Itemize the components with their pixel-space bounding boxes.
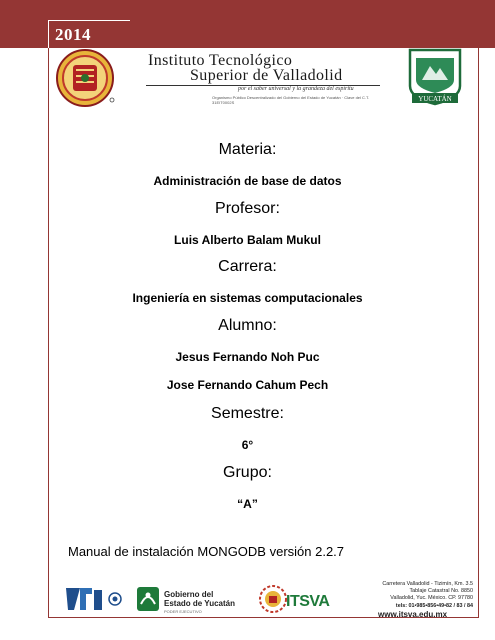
field-label-semestre: Semestre: (211, 405, 284, 422)
yucatan-logo-text: YUCATÁN (418, 95, 452, 103)
gobierno-yucatan-icon (136, 586, 160, 612)
field-value-alumno-1: Jesus Fernando Noh Puc (175, 350, 320, 364)
field-value-materia: Administración de base de datos (153, 174, 342, 188)
year-box (48, 20, 130, 48)
gobierno-line1: Gobierno del (164, 590, 214, 599)
field-value-alumno-2: Jose Fernando Cahum Pech (166, 378, 329, 392)
institution-name-line1: Instituto Tecnológico (148, 52, 293, 69)
footer-logos (60, 580, 474, 619)
institution-logo (142, 50, 386, 106)
address-block (347, 581, 473, 610)
field-label-profesor: Profesor: (215, 200, 280, 217)
field-label-carrera: Carrera: (218, 258, 277, 275)
address-line-1: Carretera Valladolid - Tizimín, Km. 3.5 (382, 581, 473, 587)
field-value-carrera: Ingeniería en sistemas computacionales (132, 291, 363, 305)
sep-seal-icon (108, 592, 122, 606)
field-label-alumno: Alumno: (218, 317, 277, 334)
address-line-4: tels: 01•985•856•49•82 / 83 / 84 (395, 602, 473, 609)
manual-title: Manual de instalación MONGODB versión 2.2.7 (68, 544, 345, 559)
tecnm-logo-icon (64, 584, 106, 614)
field-value-semestre: 6° (241, 438, 254, 452)
itsva-wordmark: ITSVA (286, 593, 330, 610)
address-line-3: Valladolid, Yuc. México. CP. 97780 (390, 595, 473, 602)
field-value-grupo: “A” (237, 497, 258, 511)
yucatan-shield-icon (404, 46, 466, 106)
field-value-profesor: Luis Alberto Balam Mukul (174, 233, 321, 247)
itsva-emblem-icon (258, 582, 288, 616)
institute-seal-icon (52, 48, 118, 108)
gobierno-subtitle: PODER EJECUTIVO (164, 609, 202, 614)
website-url: www.itsva.edu.mx (378, 610, 448, 619)
field-label-grupo: Grupo: (223, 464, 272, 481)
institution-motto: por el saber universal y la grandeza del espíritu (238, 86, 354, 92)
institution-subtitle: Organismo Público Descentralizado del Gobierno del Estado de Yucatán · Clave del C.T. 31EIT0002S (212, 95, 370, 105)
field-label-materia: Materia: (218, 141, 277, 158)
institution-name-line2: Superior de Valladolid (190, 67, 343, 84)
year: 2014 (55, 25, 91, 44)
address-line-2: Tablaje Catastral No. 8850 (409, 588, 473, 595)
gobierno-name (164, 590, 235, 608)
gobierno-line2: Estado de Yucatán (164, 599, 235, 608)
